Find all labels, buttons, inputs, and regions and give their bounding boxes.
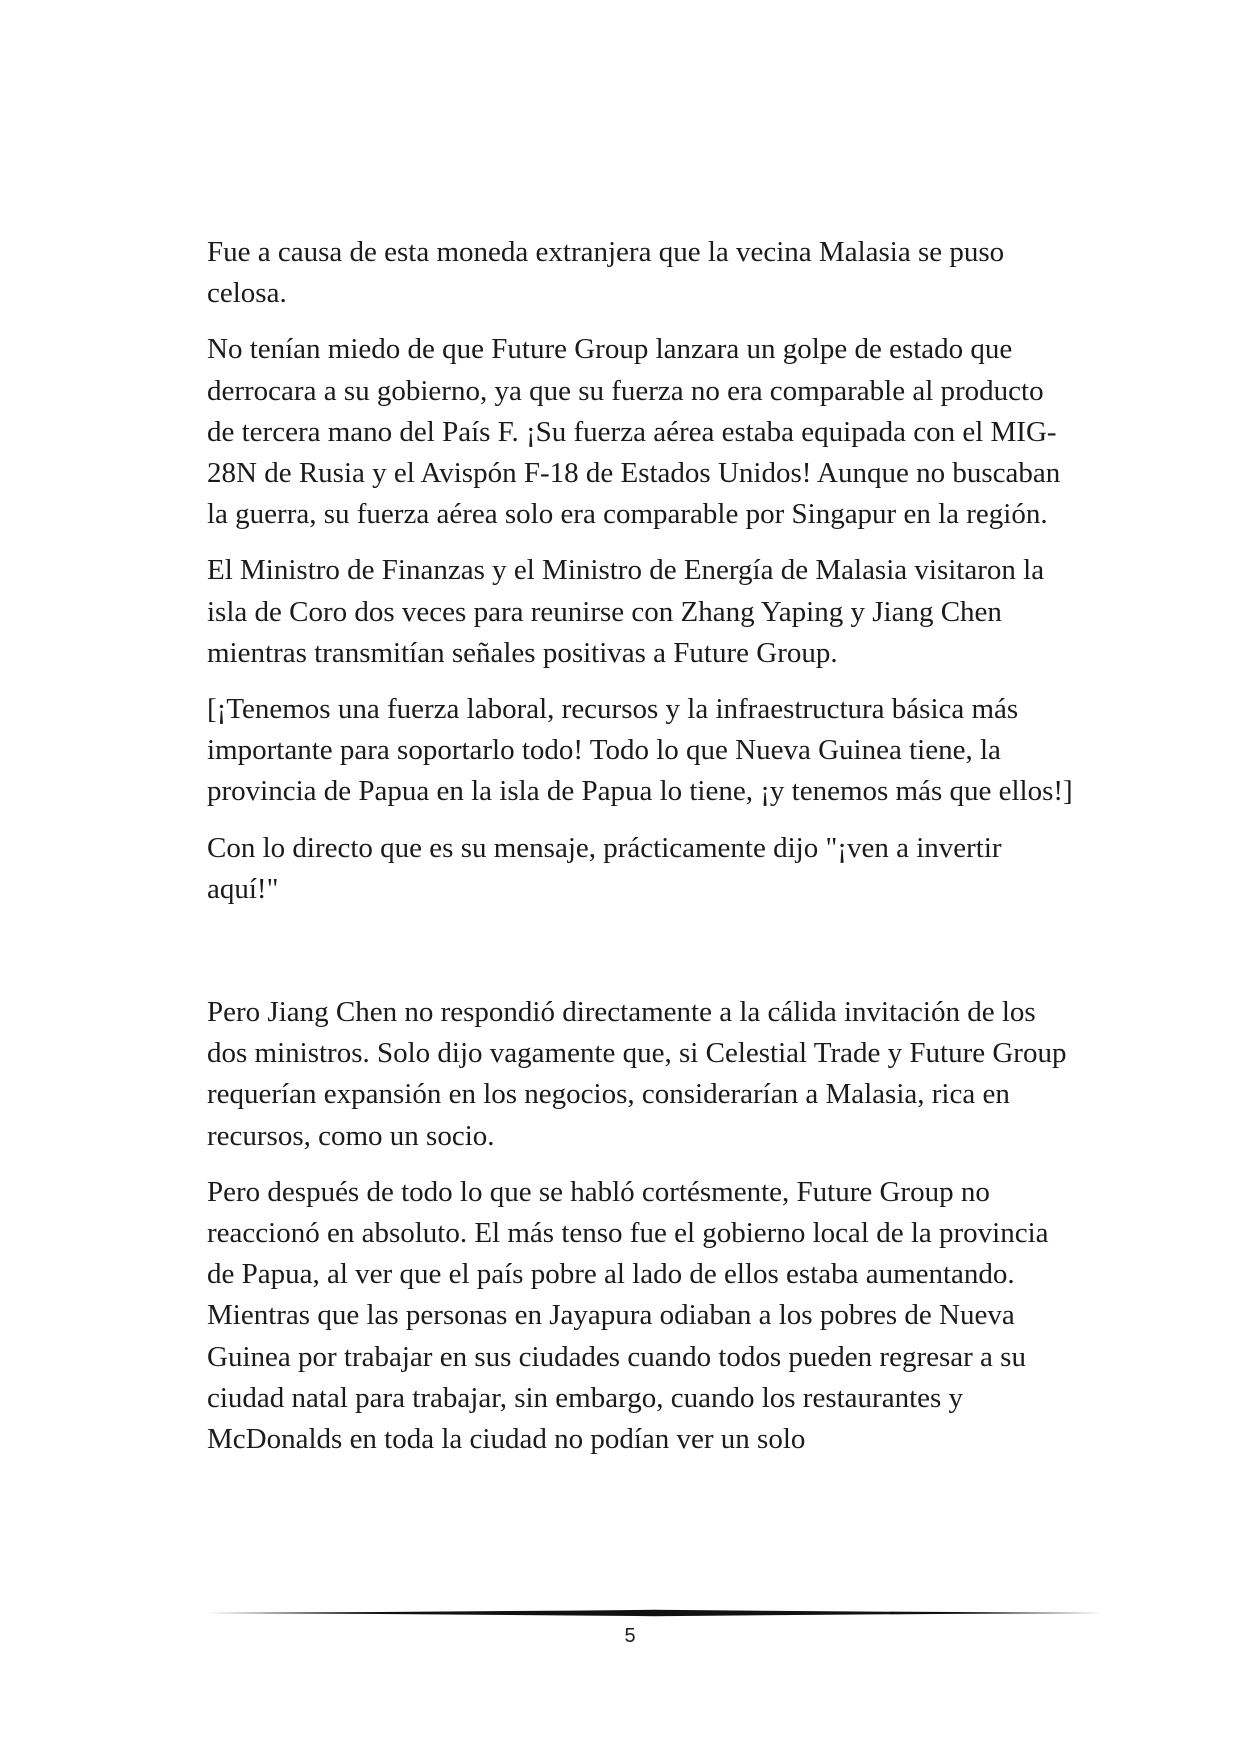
paragraph: Fue a causa de esta moneda extranjera que la vecina Malasia se puso celosa.	[207, 236, 1005, 310]
paragraph: No tenían miedo de que Future Group lanzara un golpe de estado que derrocara a su gobierno, ya que su fuerza no era comparable al producto de tercera mano del País F. ¡Su fuerza aérea estaba equipada con el MIG-28N de Rusia y el Avispón F-18 de Estados Unidos! Aunque no buscaban la guerra, su fuerza aérea solo era comparable por Singapur en la región.	[207, 333, 1061, 531]
paragraph: [¡Tenemos una fuerza laboral, recursos y la infraestructura básica más importante para soportarlo todo! Todo lo que Nueva Guinea tiene, la provincia de Papua en la isla de Papua lo tiene, ¡y tenemos más que ellos!]	[207, 693, 1073, 808]
page-number: 5	[624, 1625, 636, 1647]
paragraph: Con lo directo que es su mensaje, prácticamente dijo "¡ven a invertir aquí!"	[207, 831, 1002, 905]
footer-divider	[206, 1606, 1103, 1620]
paragraph: Pero después de todo lo que se habló cortésmente, Future Group no reaccionó en absoluto. El más tenso fue el gobierno local de la provincia de Papua, al ver que el país pobre al lado de ellos estaba aumentando. Mientras que las personas en Jayapura odiaban a los pobres de Nueva Guinea por trabajar en sus ciudades cuando todos pueden regresar a su ciudad natal para trabajar, sin embargo, cuando los restaurantes y McDonalds en toda la ciudad no podían ver un solo	[207, 1175, 1049, 1456]
paragraph: Pero Jiang Chen no respondió directamente a la cálida invitación de los dos ministros. Solo dijo vagamente que, si Celestial Trade y Future Group requerían expansión en los negocios, considerarían a Malasia, rica en recursos, como un socio.	[207, 996, 1067, 1152]
body-text	[207, 232, 1077, 1475]
paragraph: El Ministro de Finanzas y el Ministro de Energía de Malasia visitaron la isla de Coro dos veces para reunirse con Zhang Yaping y Jiang Chen mientras transmitían señales positivas a Future Group.	[207, 554, 1045, 669]
